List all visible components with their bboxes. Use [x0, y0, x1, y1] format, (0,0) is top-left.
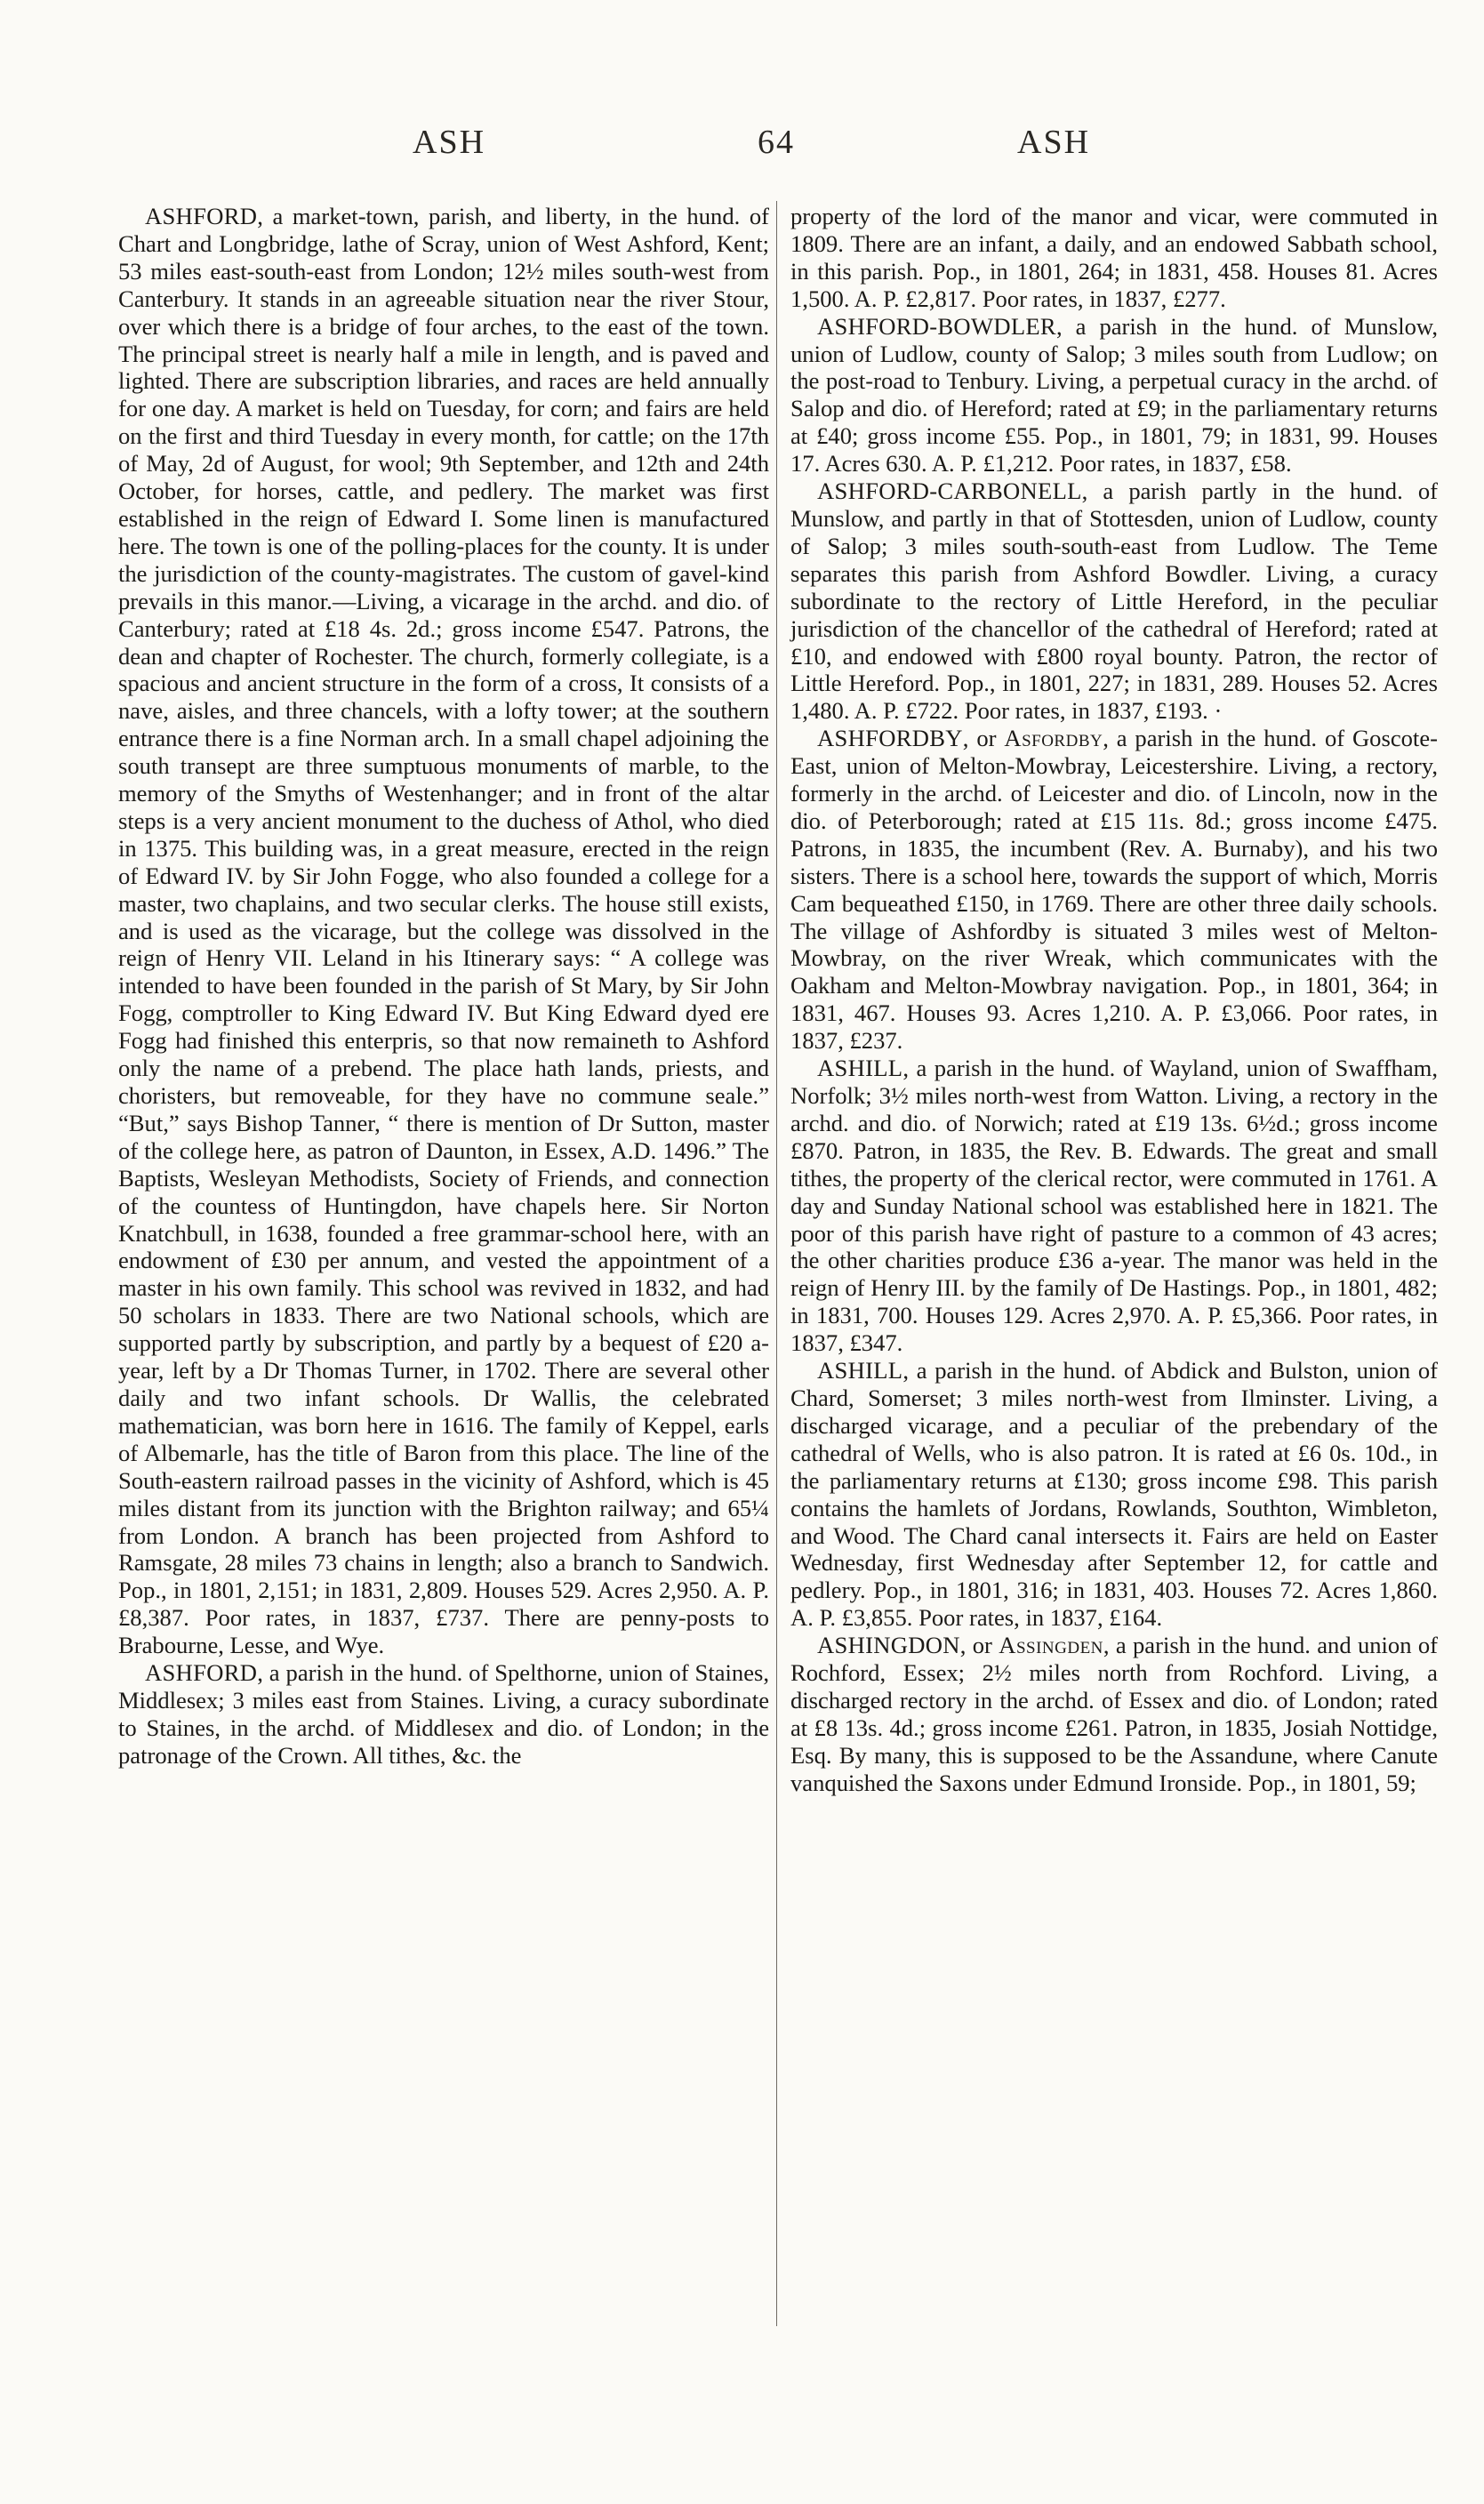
entry-text: , a parish partly in the hund. of Munslow, and partly in that of Stottesden, union of Ludlow, county of Salop; 3 miles south-south-east from Ludlow. The Teme separates this parish from Ashford Bowdler. Living, a curacy subordinate to the rectory of Little Hereford, in the peculiar jurisdiction of the chancellor of the cathedral of Hereford; rated at £10, and endowed with £800 royal bounty. Patron, the rector of Little Hereford. Pop., in 1801, 227; in 1831, 289. Houses 52. Acres 1,480. A. P. £722. Poor rates, in 1837, £193. · [790, 478, 1438, 725]
header-right-catchword: ASH [1017, 124, 1091, 161]
entry-alt-prefix: , or [959, 1632, 999, 1659]
column-divider [776, 201, 777, 2326]
entry-text: , a parish in the hund. of Goscote-East, union of Melton-Mowbray, Leicestershire. Living, a rectory, formerly in the archd. of Leicester and dio. of Lincoln, now in the dio. of Peterborough; rated at £15 11s. 8d.; gross income £475. Patrons, in 1835, the incumbent (Rev. A. Burnaby), and his two sisters. There is a school here, towards the support of which, Morris Cam bequeathed £150, in 1769. There are other three daily schools. The village of Ashfordby is situated 3 miles west of Melton-Mowbray, on the river Wreak, which communicates with the Oakham and Melton-Mowbray navigation. Pop., in 1801, 364; in 1831, 467. Houses 93. Acres 1,210. A. P. £3,066. Poor rates, in 1837, £237. [790, 725, 1438, 1055]
entry-alternate-name: Assingden [999, 1632, 1103, 1659]
entry-text: , a parish in the hund. of Munslow, union of Ludlow, county of Salop; 3 miles south from Ludlow; on the post-road to Tenbury. Living, a perpetual curacy in the archd. of Salop and dio. of Hereford; rated at £9; in the parliamentary returns at £40; gross income £55. Pop., in 1801, 79; in 1831, 99. Houses 17. Acres 630. A. P. £1,212. Poor rates, in 1837, £58. [790, 312, 1438, 478]
gazetteer-entry [790, 1357, 1438, 1632]
entry-headword: ASHILL [817, 1357, 903, 1384]
entry-headword: ASHILL [817, 1055, 903, 1082]
entry-headword: ASHFORD [145, 203, 258, 229]
gazetteer-entry [790, 1632, 1438, 1796]
gazetteer-entry [118, 203, 769, 1659]
gazetteer-entry [790, 725, 1438, 1055]
entry-text: , a parish in the hund. of Abdick and Bulston, union of Chard, Somerset; 3 miles north-west from Ilminster. Living, a discharged vicarage, and a peculiar of the prebendary of the cathedral of Wells, who is also patron. It is rated at £6 0s. 10d., in the parliamentary returns at £130; gross income £98. This parish contains the hamlets of Jordans, Rowlands, Southton, Wimbleton, and Wood. The Chard canal intersects it. Fairs are held on Easter Wednesday, first Wednesday after September 12, for cattle and pedlery. Pop., in 1801, 316; in 1831, 403. Houses 72. Acres 1,860. A. P. £3,855. Poor rates, in 1837, £164. [790, 1357, 1438, 1632]
entry-text: , a parish in the hund. of Spelthorne, union of Staines, Middlesex; 3 miles east from Staines. Living, a curacy subordinate to Staines, in the archd. of Middlesex and dio. of London; in the patronage of the Crown. All tithes, &c. the [118, 1659, 769, 1769]
header-left-catchword: ASH [413, 124, 486, 161]
entry-text: property of the lord of the manor and vicar, were commuted in 1809. There are an infant, a daily, and an endowed Sabbath school, in this parish. Pop., in 1801, 264; in 1831, 458. Houses 81. Acres 1,500. A. P. £2,817. Poor rates, in 1837, £277. [790, 203, 1438, 312]
page-number: 64 [758, 124, 795, 161]
entry-alternate-name: Asfordby [1004, 725, 1103, 752]
entry-continuation [790, 203, 1438, 313]
entry-headword: ASHFORDBY [817, 725, 963, 752]
right-column [790, 203, 1438, 1797]
entry-headword: ASHFORD-BOWDLER [817, 312, 1056, 340]
running-header [0, 123, 1484, 176]
entry-headword: ASHFORD [145, 1659, 258, 1687]
gazetteer-entry [790, 478, 1438, 725]
entry-text: , a market-town, parish, and liberty, in the hund. of Chart and Longbridge, lathe of Scray, union of West Ashford, Kent; 53 miles east-south-east from London; 12½ miles south-west from Canterbury. It stands in an agreeable situation near the river Stour, over which there is a bridge of four arches, to the east of the town. The principal street is nearly half a mile in length, and is paved and lighted. There are subscription libraries, and races are held annually for one day. A market is held on Tuesday, for corn; and fairs are held on the first and third Tuesday in every month, for cattle; on the 17th of May, 2d of August, for wool; 9th September, and 12th and 24th October, for horses, cattle, and pedlery. The market was first established in the reign of Edward I. Some linen is manufactured here. The town is one of the polling-places for the county. It is under the jurisdiction of the county-magistrates. The custom of gavel-kind prevails in this manor.—Living, a vicarage in the archd. and dio. of Canterbury; rated at £18 4s. 2d.; gross income £547. Patrons, the dean and chapter of Rochester. The church, formerly collegiate, is a spacious and ancient structure in the form of a cross, It consists of a nave, aisles, and three chancels, with a lofty tower; at the southern entrance there is a fine Norman arch. In a small chapel adjoining the south transept are three sumptuous monuments of marble, to the memory of the Smyths of Westenhanger; and in front of the altar steps is a very ancient monument to the duchess of Athol, who died in 1375. This building was, in a great measure, erected in the reign of Edward IV. by Sir John Fogge, who also founded a college for a master, two chaplains, and two secular clerks. The house still exists, and is used as the vicarage, but the college was dissolved in the reign of Henry VII. Leland in his Itinerary says: “ A college was intended to have been founded in the parish of St Mary, by Sir John Fogg, comptroller to King Edward IV. But King Edward dyed ere Fogg had finished this enterpris, so that now remaineth to Ashford only the name of a prebend. The place hath lands, priests, and choristers, but removeable, for they have no commune seale.” “But,” says Bishop Tanner, “ there is mention of Dr Sutton, master of the college here, as patron of Daunton, in Essex, A.D. 1496.” The Baptists, Wesleyan Methodists, Society of Friends, and connection of the countess of Huntingdon, have chapels here. Sir Norton Knatchbull, in 1638, founded a free grammar-school here, with an endowment of £30 per annum, and vested the appointment of a master in his own family. This school was revived in 1832, and had 50 scholars in 1833. There are two National schools, which are supported partly by subscription, and partly by a bequest of £20 a-year, left by a Dr Thomas Turner, in 1702. There are several other daily and two infant schools. Dr Wallis, the celebrated mathematician, was born here in 1616. The family of Keppel, earls of Albemarle, has the title of Baron from this place. The line of the South-eastern railroad passes in the vicinity of Ashford, which is 45 miles distant from its junction with the Brighton railway; and 65¼ from London. A branch has been projected from Ashford to Ramsgate, 28 miles 73 chains in length; also a branch to Sandwich. Pop., in 1801, 2,151; in 1831, 2,809. Houses 529. Acres 2,950. A. P. £8,387. Poor rates, in 1837, £737. There are penny-posts to Brabourne, Lesse, and Wye. [118, 203, 769, 1659]
entry-alt-prefix: , or [962, 725, 1005, 752]
left-column [118, 203, 769, 1770]
entry-headword: ASHINGDON [817, 1632, 960, 1659]
entry-text: , a parish in the hund. and union of Rochford, Essex; 2½ miles north from Rochford. Living, a discharged rectory in the archd. of Essex and dio. of London; rated at £8 13s. 4d.; gross income £261. Patron, in 1835, Josiah Nottidge, Esq. By many, this is supposed to be the Assandune, where Canute vanquished the Saxons under Edmund Ironside. Pop., in 1801, 59; [790, 1632, 1438, 1796]
entry-headword: ASHFORD-CARBONELL [817, 478, 1082, 505]
gazetteer-entry [790, 313, 1438, 478]
entry-text: , a parish in the hund. of Wayland, union of Swaffham, Norfolk; 3½ miles north-west from Watton. Living, a rectory in the archd. and dio. of Norwich; rated at £19 13s. 6½d.; gross income £870. Patron, in 1835, the Rev. B. Edwards. The great and small tithes, the property of the clerical rector, were commuted in 1761. A day and Sunday National school was established here in 1821. The poor of this parish have right of pasture to a common of 43 acres; the other charities produce £36 a-year. The manor was held in the reign of Henry III. by the family of De Hastings. Pop., in 1801, 482; in 1831, 700. Houses 129. Acres 2,970. A. P. £5,366. Poor rates, in 1837, £347. [790, 1055, 1438, 1357]
gazetteer-entry [790, 1055, 1438, 1357]
gazetteer-entry [118, 1659, 769, 1770]
